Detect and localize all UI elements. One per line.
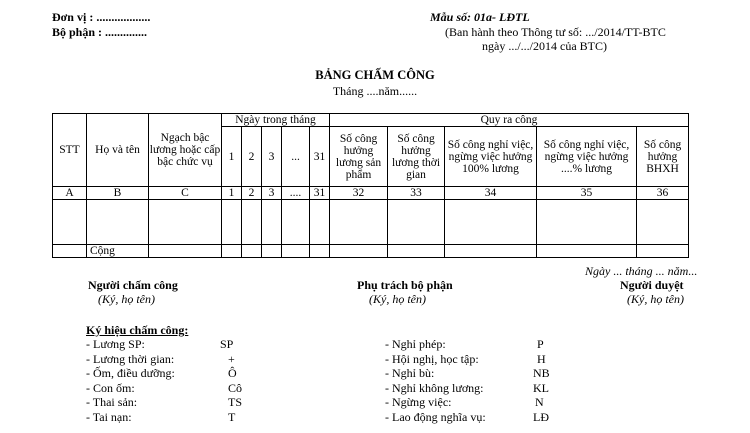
page-subtitle: Tháng ....năm...... <box>332 84 418 98</box>
date-line: Ngày ... tháng ... năm... <box>585 264 698 278</box>
signature-note: (Ký, họ tên) <box>98 292 155 306</box>
legend-item: - Lao động nghĩa vụ: LĐ <box>385 409 549 424</box>
timesheet-table <box>52 113 689 258</box>
form-number: Mẫu số: 01a- LĐTL <box>430 10 530 24</box>
col-day: ... <box>282 127 310 187</box>
code-cell: 31 <box>310 187 330 200</box>
group-header-row <box>53 114 689 127</box>
code-cell: 36 <box>637 187 689 200</box>
signature-title: Người chấm công <box>88 278 178 292</box>
legend-left <box>86 337 242 424</box>
legend-item: - Nghỉ bù: NB <box>385 366 550 380</box>
legend-item: - Nghỉ không lương: KL <box>385 380 549 395</box>
dept-label: Bộ phận : .............. <box>52 25 148 39</box>
col-day: 3 <box>262 127 282 187</box>
legend-right <box>385 337 550 424</box>
legend-item: - Ngừng việc: N <box>385 395 544 409</box>
legend-item: - Lương SP: SP <box>86 337 234 351</box>
code-cell: 33 <box>388 187 445 200</box>
col-convert: Số công hưởng lương thời gian <box>388 127 445 187</box>
code-cell: 32 <box>330 187 388 200</box>
col-name: Họ và tên <box>87 114 149 187</box>
legend-item: - Con ốm: Cô <box>86 380 243 395</box>
col-day: 1 <box>222 127 242 187</box>
legend-item: - Hội nghị, học tập: H <box>385 351 546 366</box>
col-grade: Ngạch bậc lương hoặc cấp bậc chức vụ <box>149 114 222 187</box>
code-cell: 35 <box>537 187 637 200</box>
col-day: 2 <box>242 127 262 187</box>
code-cell: 2 <box>242 187 262 200</box>
issued-line-2: ngày .../.../2014 của BTC) <box>482 39 607 53</box>
legend-item: - Thai sản: TS <box>86 395 243 409</box>
group-days: Ngày trong tháng <box>222 114 330 127</box>
page-title: BẢNG CHẤM CÔNG <box>315 68 435 82</box>
col-convert: Số công nghỉ việc, ngừng việc hưởng ....% lương <box>537 127 637 187</box>
code-cell: B <box>87 187 149 200</box>
col-day: 31 <box>310 127 330 187</box>
code-cell: .... <box>282 187 310 200</box>
col-stt: STT <box>53 114 87 187</box>
legend-item: - Lương thời gian: + <box>86 351 235 366</box>
code-cell: A <box>53 187 87 200</box>
code-row <box>53 187 689 200</box>
col-convert: Số công hưởng lương sản phẩm <box>330 127 388 187</box>
signature-note: (Ký, họ tên) <box>369 292 426 306</box>
total-row <box>53 245 689 258</box>
code-cell: 1 <box>222 187 242 200</box>
total-label: Cộng <box>87 245 149 258</box>
legend-item: - Ốm, điều dưỡng: Ô <box>86 366 237 380</box>
col-convert: Số công nghỉ việc, ngừng việc hưởng 100% lương <box>445 127 537 187</box>
code-cell: 3 <box>262 187 282 200</box>
group-convert: Quy ra công <box>330 114 689 127</box>
col-convert: Số công hưởng BHXH <box>637 127 689 187</box>
signature-title: Người duyệt <box>620 278 684 292</box>
unit-label: Đơn vị : .................. <box>52 10 151 24</box>
code-cell: C <box>149 187 222 200</box>
legend-item: - Tai nạn: T <box>86 409 236 424</box>
table-row <box>53 200 689 245</box>
signature-title: Phụ trách bộ phận <box>357 278 453 292</box>
code-cell: 34 <box>445 187 537 200</box>
issued-line-1: (Ban hành theo Thông tư số: .../2014/TT-BTC <box>445 25 666 39</box>
signature-note: (Ký, họ tên) <box>627 292 684 306</box>
legend-item: - Nghỉ phép: P <box>385 337 544 351</box>
legend-title: Ký hiệu chấm công: <box>86 323 189 337</box>
